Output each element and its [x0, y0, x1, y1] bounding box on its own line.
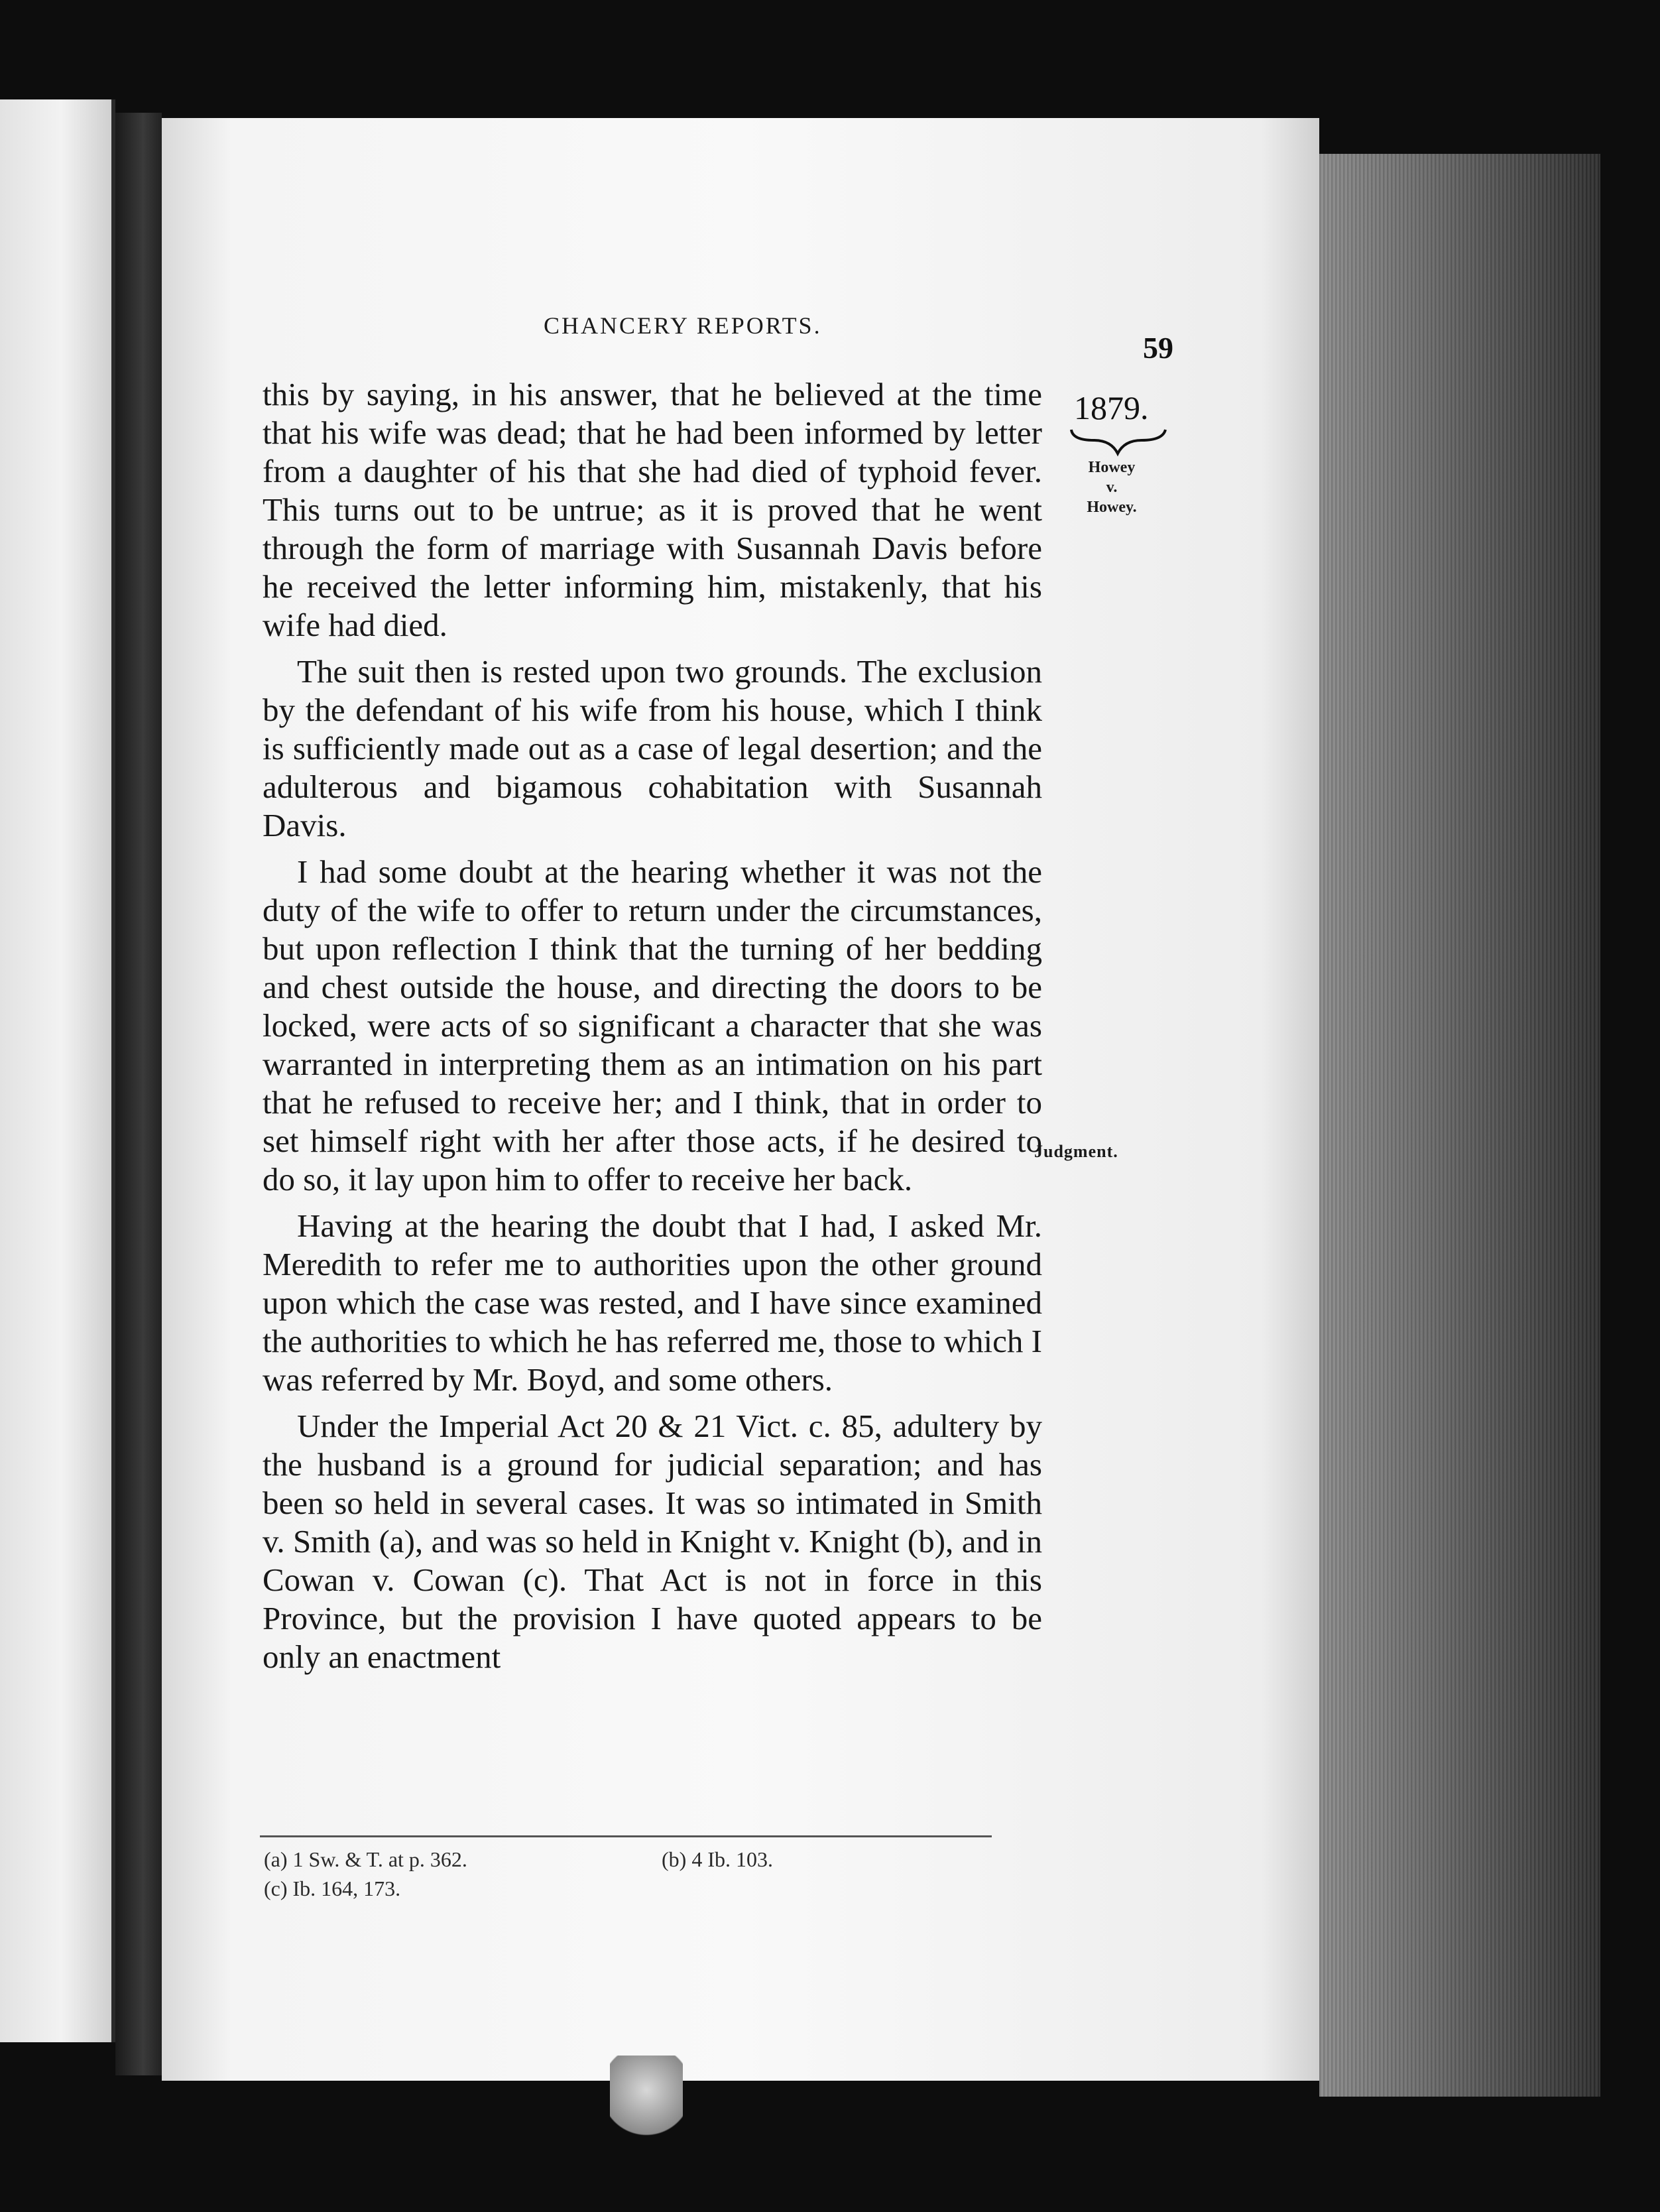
margin-year: 1879. — [1074, 389, 1149, 426]
footnote-row — [264, 1874, 993, 1903]
paragraph: The suit then is rested upon two grounds. The exclusion by the defendant of his wife from his house, which I think is sufficiently made out as a case of legal desertion; and the adulterous and bigamous cohabitation with Susannah Davis. — [263, 653, 1042, 843]
case-name-line: Howey. — [1087, 499, 1137, 516]
margin-judgment-label: Judgment. — [1034, 1142, 1118, 1161]
book-page-block-edge — [1319, 154, 1600, 2097]
footnote: (a) 1 Sw. & T. at p. 362. — [264, 1847, 467, 1871]
book-gutter — [115, 113, 162, 2075]
running-head: CHANCERY REPORTS. — [544, 312, 822, 339]
footnote: (c) Ib. 164, 173. — [264, 1876, 401, 1900]
paragraph: Under the Imperial Act 20 & 21 Vict. c. 85, adultery by the husband is a ground for judicial separation; and has been so held in several cases. It was so intimated in Smith v. Smith (a), and was so held in Knight v. Knight (b), and in Cowan v. Cowan (c). That Act is not in force in this Province, but the provision I have quoted appears to be only an enactment — [263, 1408, 1042, 1675]
page-tab-fragment — [610, 2056, 683, 2142]
paragraph: this by saying, in his answer, that he believed at the time that his wife was dead; that he had been informed by letter from a daughter of his that she had died of typhoid fever. This turns out to be untrue; as it is proved that he went through the form of marriage with Susannah Davis before he received the letter informing him, mistakenly, that his wife had died. — [263, 376, 1042, 643]
case-name-line: v. — [1106, 479, 1118, 496]
footnotes — [264, 1845, 993, 1903]
previous-page-edge — [0, 99, 115, 2042]
curly-brace-icon — [1069, 424, 1168, 458]
footnote-row — [264, 1845, 993, 1874]
footnote: (b) 4 Ib. 103. — [662, 1847, 773, 1871]
margin-case-name — [1075, 458, 1148, 517]
case-name-line: Howey — [1088, 459, 1136, 476]
footnote-divider — [260, 1835, 992, 1837]
body-text — [263, 375, 1042, 1684]
page-number: 59 — [1143, 331, 1173, 365]
paragraph: Having at the hearing the doubt that I had, I asked Mr. Meredith to refer me to authorities upon the other ground upon which the case was rested, and I have since examined the authorities to which he has referred me, those to which I was referred by Mr. Boyd, and some others. — [263, 1207, 1042, 1398]
paragraph: I had some doubt at the hearing whether it was not the duty of the wife to offer to return under the circumstances, but upon reflection I think that the turning of her bedding and chest outside the house, and directing the doors to be locked, were acts of so significant a character that she was warranted in interpreting them as an intimation on his part that he refused to receive her; and I think, that in order to set himself right with her after those acts, if he desired to do so, it lay upon him to offer to receive her back. — [263, 853, 1042, 1198]
